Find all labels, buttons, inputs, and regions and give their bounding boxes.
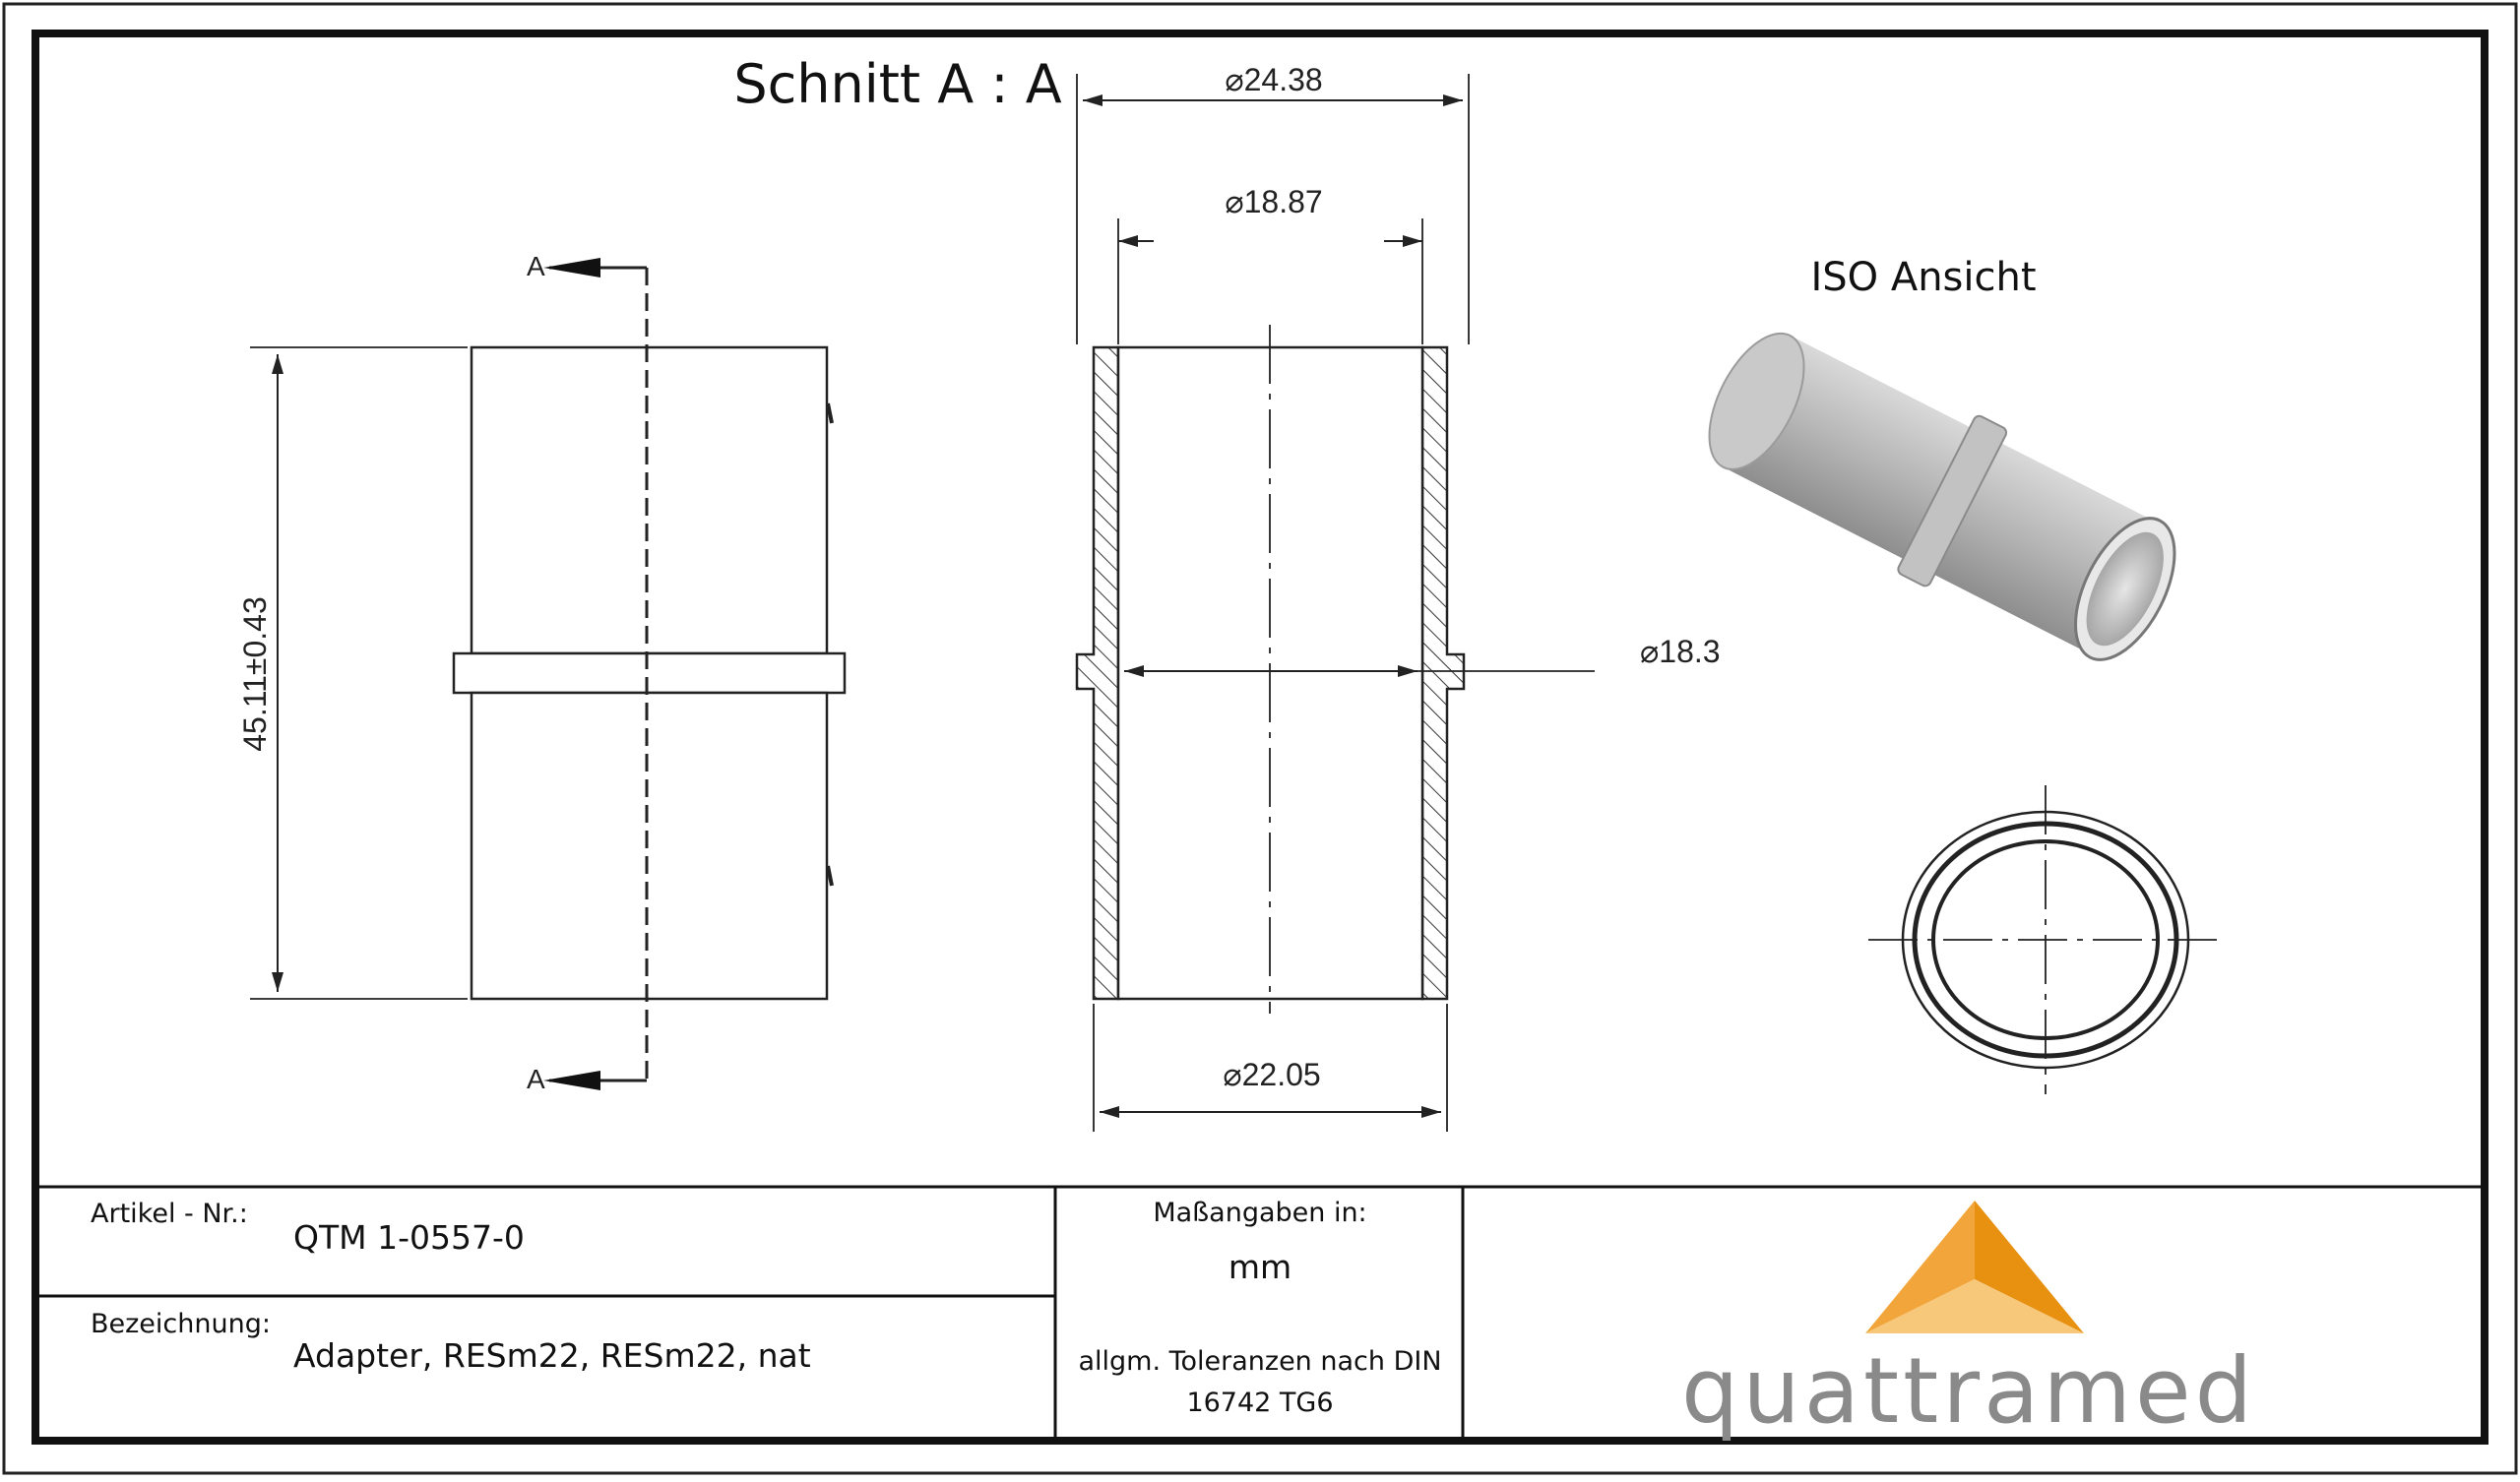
front-view [1868, 785, 2223, 1094]
side-view [250, 258, 845, 1090]
inner-diameter-mid-label: ⌀18.3 [1640, 634, 1721, 669]
article-number-value: QTM 1-0557-0 [293, 1218, 525, 1257]
designation-label: Bezeichnung: [91, 1309, 271, 1339]
tolerance-line-1: allgm. Toleranzen nach DIN [1078, 1346, 1442, 1377]
inner-diameter-top-label: ⌀18.87 [1225, 184, 1323, 219]
section-view [1077, 74, 1595, 1132]
designation-value: Adapter, RESm22, RESm22, nat [293, 1336, 811, 1375]
logo-wordmark: quattramed [1680, 1338, 2257, 1444]
article-number-label: Artikel - Nr.: [91, 1199, 248, 1229]
tolerance-line-2: 16742 TG6 [1186, 1388, 1334, 1418]
units-value: mm [1228, 1248, 1292, 1286]
iso-view-render [1683, 305, 2200, 685]
section-title: Schnitt A : A [733, 53, 1062, 115]
outer-diameter-label: ⌀24.38 [1225, 62, 1323, 97]
iso-view-title: ISO Ansicht [1810, 255, 2037, 300]
quattramed-logo [1681, 1201, 2256, 1444]
length-dimension-label: 45.11±0.43 [237, 596, 273, 752]
section-marker-top: A [527, 251, 545, 281]
units-label: Maßangaben in: [1153, 1198, 1367, 1228]
section-marker-bottom: A [527, 1064, 545, 1094]
outer-diameter-bottom-label: ⌀22.05 [1223, 1057, 1321, 1092]
